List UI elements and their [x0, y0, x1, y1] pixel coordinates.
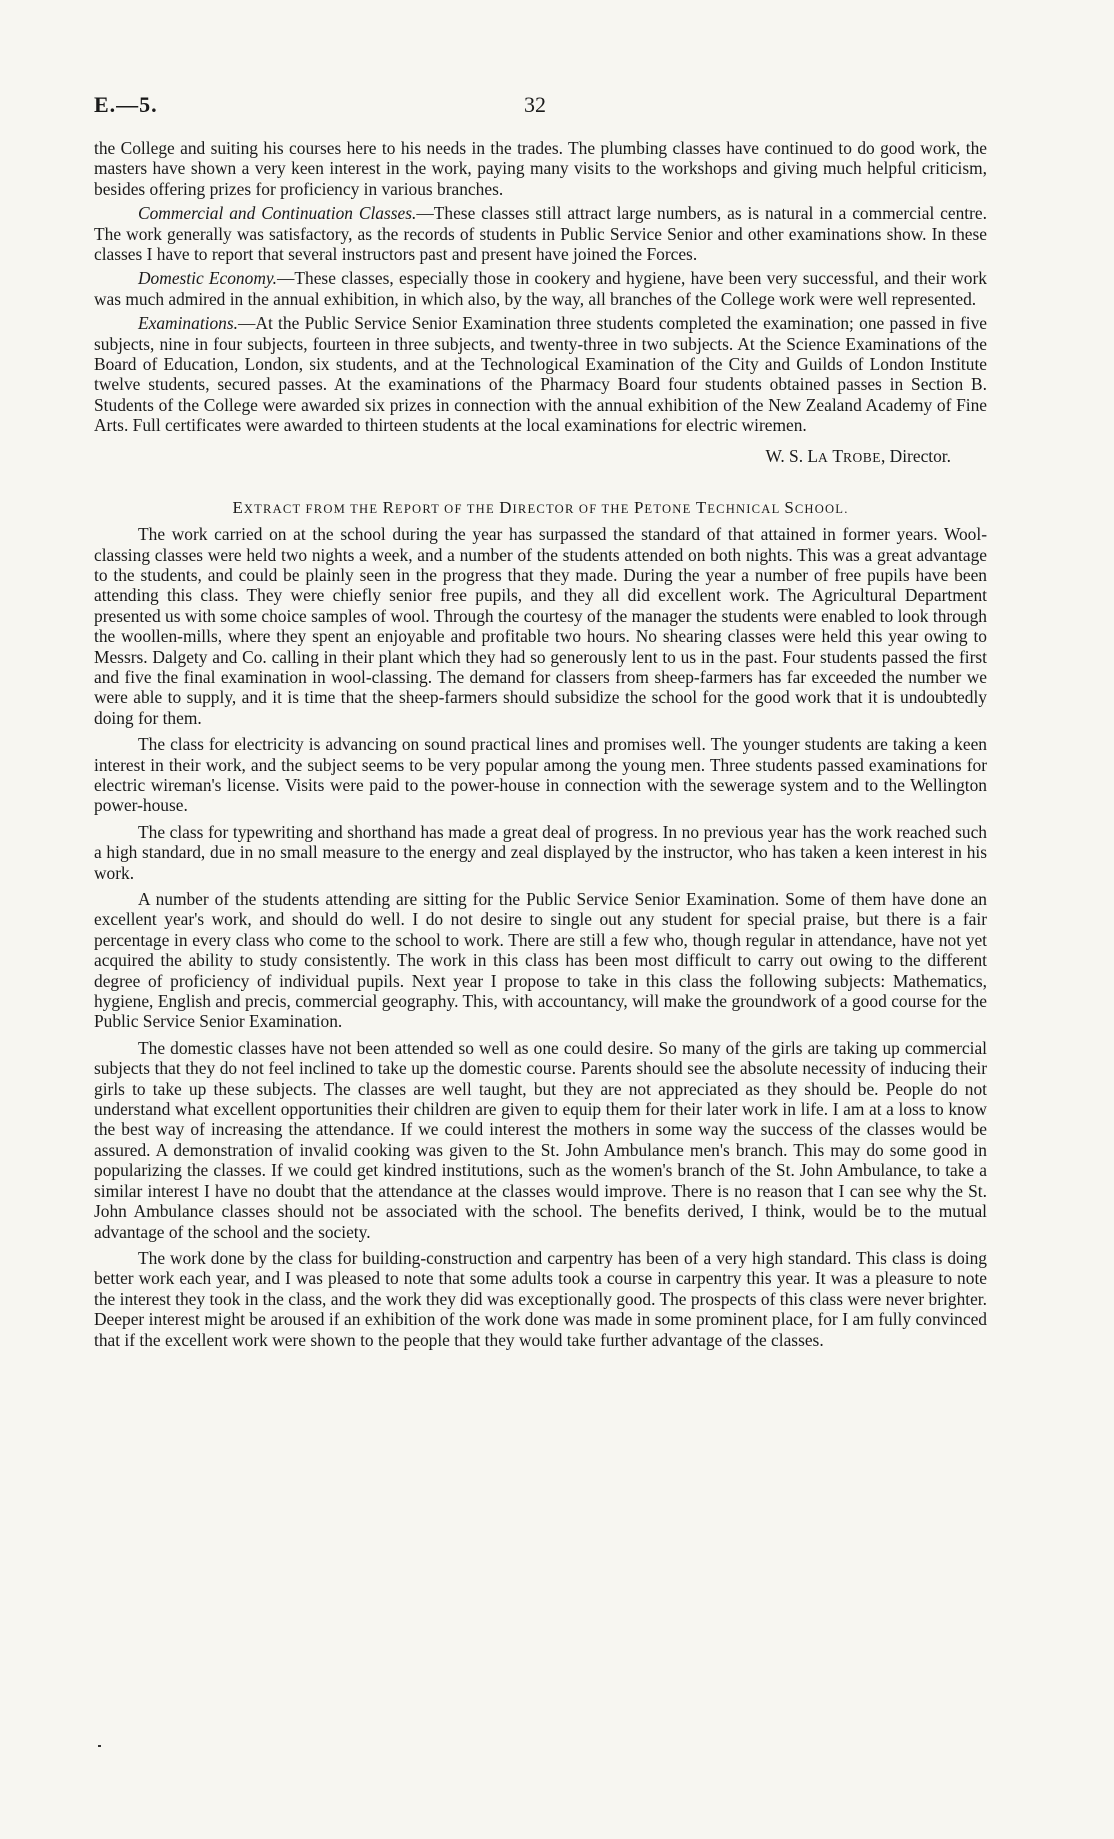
director-signature: W. S. LA TROBE, Director.	[765, 445, 951, 466]
document-reference: E.—5.	[94, 92, 158, 117]
section-text: —These classes still attract large numbers, as is natural in a commercial centre. The work generally was satisfactory, as the records of students in Public Service Senior and other examinations show. In these classes I have to report that several instructors past and present have joined the Forces.	[94, 203, 987, 265]
paragraph-electricity: The class for electricity is advancing on sound practical lines and promises well. The younger students are taking a keen interest in their work, and the subject seems to be very popular among the young men. Three students passed examinations for electric wireman's license. Visits were paid to the power-house in connection with the sewerage system and to the Wellington power-house.	[94, 734, 987, 816]
page-number: 32	[524, 92, 546, 117]
section-lead: Examinations.	[138, 313, 238, 334]
section-commercial-classes	[94, 203, 987, 264]
extract-heading: EXTRACT FROM THE REPORT OF THE DIRECTOR OF THE PETONE TECHNICAL SCHOOL.	[232, 498, 849, 518]
page-header	[94, 92, 987, 126]
section-examinations	[94, 313, 987, 435]
paragraph-public-service: A number of the students attending are sitting for the Public Service Senior Examination. Some of them have done an excellent year's work, and should do well. I do not desire to single out any student for special praise, but there is a fair percentage in every class who come to the school to work. There are still a few who, though regular in attendance, have not yet acquired the ability to study consistently. The work in this class has been most difficult to carry out owing to the different degree of proficiency of individual pupils. Next year I propose to take in this class the following subjects: Mathematics, hygiene, English and precis, commercial geography. This, with accountancy, will make the groundwork of a good course for the Public Service Senior Examination.	[94, 889, 987, 1032]
continuation-paragraph: the College and suiting his courses here to his needs in the trades. The plumbing classes have continued to do good work, the masters have shown a very keen interest in the work, paying many visits to the workshops and giving much helpful criticism, besides offering prizes for proficiency in various branches.	[94, 138, 987, 199]
paragraph-building-construction: The work done by the class for building-construction and carpentry has been of a very high standard. This class is doing better work each year, and I was pleased to note that some adults took a course in carpentry this year. It was a pleasure to note the interest they took in the class, and the work they did was exceptionally good. The prospects of this class were never brighter. Deeper interest might be aroused if an exhibition of the work done was made in some prominent place, for I am fully convinced that if the excellent work were shown to the people that they would take further advantage of the classes.	[94, 1247, 987, 1350]
section-lead: Commercial and Continuation Classes.	[138, 203, 417, 224]
section-domestic-economy	[94, 268, 987, 309]
paragraph-domestic-classes: The domestic classes have not been attended so well as one could desire. So many of the girls are taking up commercial subjects that they do not feel inclined to take up the domestic course. Parents should see the absolute necessity of inducing their girls to take up these subjects. The classes are well taught, but they are not appreciated as they should be. People do not understand what excellent opportunities their children are given to equip them for their later work in life. I am at a loss to know the best way of increasing the attendance. If we could interest the mothers in some way the success of the classes would be assured. A demonstration of invalid cooking was given to the St. John Ambulance men's branch. This may do some good in popularizing the classes. If we could get kindred institutions, such as the women's branch of the St. John Ambulance, to take a similar interest I have no doubt that the attendance at the classes would improve. There is no reason that I can see why the St. John Ambulance classes should not be associated with the school. The benefits derived, I think, would be to the mutual advantage of the school and the society.	[94, 1037, 987, 1242]
section-text: —These classes, especially those in cookery and hygiene, have been very successful, and their work was much admired in the annual exhibition, in which also, by the way, all branches of the College work were well represented.	[94, 268, 987, 309]
paragraph-wool-classing: The work carried on at the school during the year has surpassed the standard of that attained in former years. Wool-classing classes were held two nights a week, and a number of the students attended on both nights. This was a great advantage to the students, and could be plainly seen in the progress that they made. During the year a number of free pupils have been attending this class. They were chiefly senior free pupils, and they all did excellent work. The Agricultural Department presented us with some choice samples of wool. Through the courtesy of the manager the students were enabled to look through the woollen-mills, where they spent an enjoyable and profitable two hours. No shearing classes were held this year owing to Messrs. Dalgety and Co. calling in their plant which they had so generously lent to us in the past. Four students passed the first and five the final examination in wool-classing. The demand for classers from sheep-farmers has far exceeded the number we were able to supply, and it is time that the sheep-farmers should subsidize the school for the good work that it is undoubtedly doing for them.	[94, 524, 987, 728]
section-text: —At the Public Service Senior Examination three students completed the examination; one passed in five subjects, nine in four subjects, fourteen in three subjects, and twenty-three in two subjects. At the Science Examinations of the Board of Education, London, six students, and at the Technological Examination of the City and Guilds of London Institute twelve students, secured passes. At the examinations of the Pharmacy Board four students obtained passes in Section B. Students of the College were awarded six prizes in connection with the annual exhibition of the New Zealand Academy of Fine Arts. Full certificates were awarded to thirteen students at the local examinations for electric wiremen.	[94, 313, 987, 436]
section-lead: Domestic Economy.	[138, 268, 277, 289]
paragraph-typewriting: The class for typewriting and shorthand has made a great deal of progress. In no previous year has the work reached such a high standard, due in no small measure to the energy and zeal displayed by the instructor, who has taken a keen interest in his work.	[94, 821, 987, 883]
document-page	[94, 92, 987, 1350]
scan-speck	[98, 1745, 101, 1747]
